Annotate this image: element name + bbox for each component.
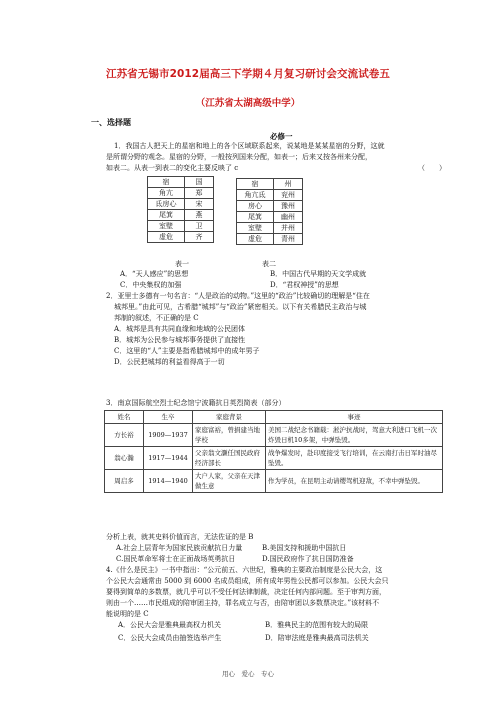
table-row	[148, 210, 214, 221]
q2-option-d: D．公民把城邦的利益看得高于一切	[114, 358, 225, 366]
q1-table-two	[236, 178, 303, 245]
q1-option-a: A．“天人感应”的思想	[120, 270, 189, 278]
table-cell: 虚危	[237, 234, 274, 245]
table-cell: 房心	[237, 201, 274, 212]
table-row	[237, 223, 303, 234]
table-cell: 燕	[185, 210, 214, 221]
q1-option-c: C．中央集权的加强	[120, 281, 182, 289]
q3-analysis-line: 分析上表，就其史料价值而言，无法佐证的是 B	[106, 533, 254, 541]
q3-cell-deeds: 作为学员，在昆明主动请缨驾机迎敌，不幸中弹坠毁。	[266, 470, 443, 493]
q4-option-c: C．公民大会成员由抽签选举产生	[118, 634, 222, 642]
table-row	[237, 190, 303, 201]
q3-header-family: 家庭背景	[193, 411, 266, 424]
q3-table	[104, 410, 443, 493]
table-cell: 幽州	[274, 212, 303, 223]
q3-cell-years: 1917—1944	[144, 447, 193, 470]
table-cell: 虚危	[148, 232, 185, 243]
q1-line-3: 如表二。从表一到表二的变化主要反映了 c	[106, 164, 239, 172]
table-cell: 角亢氐	[237, 190, 274, 201]
q2-option-a: A．城邦是具有共同血缘和地域的公民团体	[114, 325, 246, 333]
table-cell: 齐	[185, 232, 214, 243]
table-cell: 州	[274, 179, 303, 190]
table-cell: 豫州	[274, 201, 303, 212]
q1-table-two-caption: 表二	[262, 260, 276, 268]
table-cell: 郑	[185, 188, 214, 199]
table-row	[105, 470, 443, 493]
table-cell: 卫	[185, 221, 214, 232]
q3-option-b: B.美国支持和援助中国抗日	[262, 544, 347, 552]
table-cell: 国	[185, 177, 214, 188]
q4-option-d: D．陪审法庭是雅典最高司法机关	[265, 634, 369, 642]
table-row	[237, 201, 303, 212]
q3-cell-name: 周启多	[105, 470, 144, 493]
q3-cell-years: 1914—1940	[144, 470, 193, 493]
q1-table-one	[147, 176, 214, 243]
table-row	[148, 188, 214, 199]
subsection-heading: 必修一	[270, 132, 293, 141]
q4-line-1: 4.《什么是民主》一书中指出：“公元前五、六世纪，雅典的主要政治制度是公民大会，这	[106, 566, 383, 574]
q3-option-c: C.国民革命军将士在正面战场英勇抗日	[116, 555, 236, 563]
q3-cell-deeds: 战争爆发时，赴印度接受飞行培训，在云南打击日军时油尽坠毁。	[266, 447, 443, 470]
q3-cell-family: 家庭富裕，曾捐建当地学校	[193, 424, 266, 447]
table-cell: 室壁	[148, 221, 185, 232]
q2-line-3: 邦制的叙述，不正确的是 C	[114, 314, 199, 322]
q2-option-b: B．城邦为公民参与城邦事务提供了直接性	[114, 336, 246, 344]
q2-line-1: 2．亚里士多德有一句名言：“人是政治的动物。”这里的“政治”比较确切的理解是“住在	[106, 292, 370, 300]
q1-answer-paren: （ ）	[418, 164, 446, 172]
table-row	[105, 424, 443, 447]
table-cell: 宋	[185, 199, 214, 210]
table-cell: 室壁	[237, 223, 274, 234]
q4-line-3: 要得到简单的多数票，就几乎可以不受任何法律制裁，决定任何内部问题。至于审判方面，	[106, 588, 386, 596]
q1-table-one-caption: 表一	[175, 260, 189, 268]
table-row	[237, 234, 303, 245]
table-row	[237, 179, 303, 190]
q3-header-deeds: 事迹	[266, 411, 443, 424]
table-cell: 尾箕	[237, 212, 274, 223]
table-row	[148, 199, 214, 210]
q3-cell-family: 父亲翁文灏任国民政府经济部长	[193, 447, 266, 470]
q3-header-years: 生卒	[144, 411, 193, 424]
q4-line-2: 个公民大会通常由 5000 到 6000 名成员组成，所有成年男性公民都可以参加。公民大会只	[106, 577, 389, 585]
table-row	[148, 232, 214, 243]
q3-heading: 3．南京国际航空烈士纪念馆宁波籍抗日英烈简表（部分）	[106, 399, 286, 407]
table-cell: 青州	[274, 234, 303, 245]
q1-line-2: 是所谓分野的观念。星宿的分野，一般按列国来分配，如表一；后来又按各州来分配，	[106, 153, 372, 161]
q3-cell-name: 方长裕	[105, 424, 144, 447]
table-cell: 尾箕	[148, 210, 185, 221]
q4-option-a: A．公民大会是雅典最高权力机关	[118, 621, 222, 629]
table-cell: 宿	[148, 177, 185, 188]
q1-option-d: D．“君权神授”的思想	[270, 281, 339, 289]
table-cell: 角亢	[148, 188, 185, 199]
q3-cell-family: 大户人家，父亲在天津做生意	[193, 470, 266, 493]
table-row	[105, 447, 443, 470]
q4-line-4: 则由一个……市民组成的陪审团主持，罪名成立与否，由陪审团以多数票决定。”该材料不	[106, 599, 380, 607]
document-subtitle: （江苏省太湖高级中学）	[195, 98, 301, 109]
table-cell: 并州	[274, 223, 303, 234]
q3-option-d: D.国民政府作了抗日国防准备	[262, 555, 354, 563]
q4-line-5: 能说明的是 C	[106, 610, 149, 618]
table-row	[237, 212, 303, 223]
table-cell: 兖州	[274, 190, 303, 201]
q1-line-1: 1．我国古人把天上的星宿和地上的各个区域联系起来，说某地是某某星宿的分野，这就	[114, 142, 385, 150]
page-footer: 用心 爱心 专心	[222, 670, 274, 678]
q2-line-2: 城邦里。”由此可见，古希腊“城邦”与“政治”紧密相关。以下有关希腊民主政治与城	[114, 303, 367, 311]
q3-cell-deeds: 美国二战纪念书籍载：淞沪抗战时，驾意大利进口飞机一次炸毁日机10多架，中弹坠毁。	[266, 424, 443, 447]
q3-cell-years: 1909—1937	[144, 424, 193, 447]
q1-option-b: B．中国古代早期的天文学成就	[270, 270, 367, 278]
q3-table-header-row	[105, 411, 443, 424]
document-title: 江苏省无锡市2012届高三下学期４月复习研讨会交流试卷五	[105, 68, 391, 80]
q2-option-c: C．这里的“人”主要是指希腊城邦中的成年男子	[114, 347, 260, 355]
q3-header-name: 姓名	[105, 411, 144, 424]
table-row	[148, 221, 214, 232]
q3-cell-name: 翁心瀚	[105, 447, 144, 470]
q3-option-a: A.社会上层青年为国家民族贡献抗日力量	[116, 544, 243, 552]
table-row	[148, 177, 214, 188]
section-heading: 一、选择题	[91, 118, 131, 127]
table-cell: 宿	[237, 179, 274, 190]
q4-option-b: B．雅典民主的范围有较大的局限	[265, 621, 369, 629]
table-cell: 氐房心	[148, 199, 185, 210]
